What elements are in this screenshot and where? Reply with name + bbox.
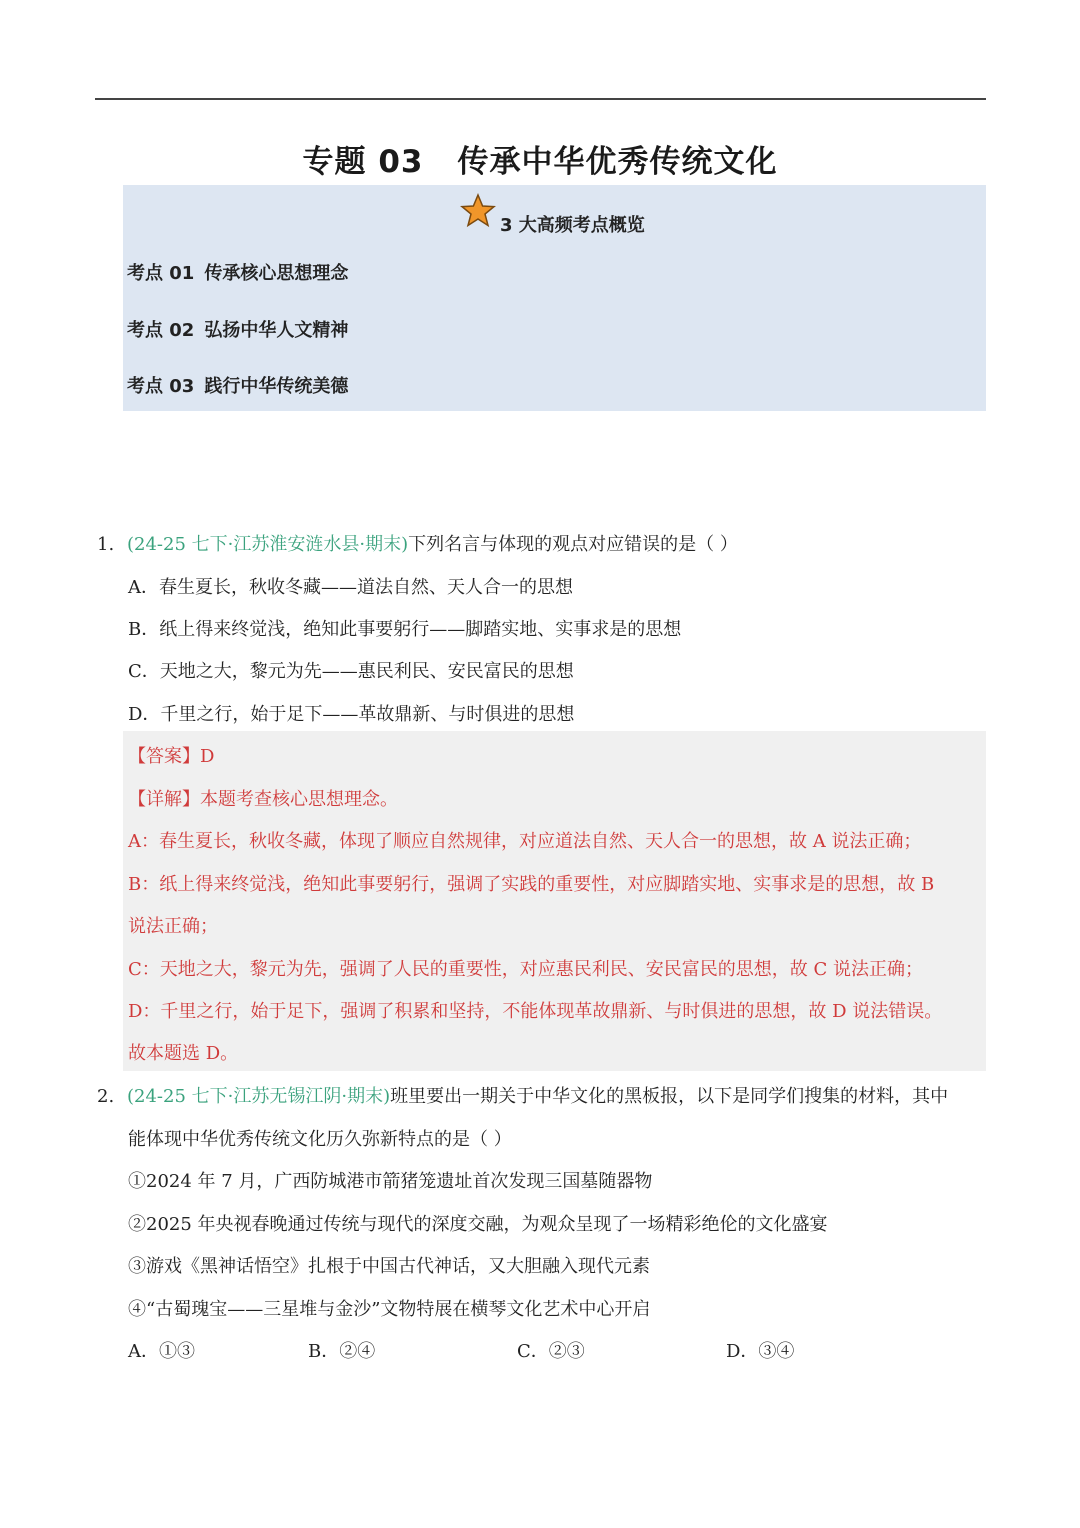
question-2-source: (24-25 七下·江苏无锡江阴·期末) — [127, 1086, 391, 1107]
question-2-item-3: ③游戏《黑神话悟空》扎根于中国古代神话，又大胆融入现代元素 — [128, 1256, 650, 1277]
title-number: 专题 03 — [302, 144, 424, 180]
question-2-item-1: ①2024 年 7 月，广西防城港市箭猪笼遗址首次发现三国墓随器物 — [128, 1171, 653, 1192]
question-1-option-d: D．千里之行，始于足下——革故鼎新、与时俱进的思想 — [128, 704, 575, 725]
final-answer: 故本题选 D。 — [128, 1043, 239, 1064]
explanation-b: B：纸上得来终觉浅，绝知此事要躬行，强调了实践的重要性，对应脚踏实地、实事求是的思想，故 B — [128, 874, 935, 895]
overview-item-2: 考点 02 弘扬中华人文精神 — [127, 320, 349, 341]
overview-panel — [123, 185, 986, 411]
overview-item-1: 考点 01 传承核心思想理念 — [127, 263, 349, 284]
page-title — [0, 136, 1080, 181]
question-2-choice-d: D．③④ — [726, 1341, 795, 1362]
question-2-stem-cont: 能体现中华优秀传统文化历久弥新特点的是（ ） — [128, 1129, 512, 1150]
explanation-b-cont: 说法正确； — [128, 916, 218, 937]
question-1-stem: 1. (24-25 七下·江苏淮安涟水县·期末)下列名言与体现的观点对应错误的是（ ） — [97, 534, 738, 555]
question-1-option-b: B．纸上得来终觉浅，绝知此事要躬行——脚踏实地、实事求是的思想 — [128, 619, 682, 640]
question-2-stem: 2. (24-25 七下·江苏无锡江阴·期末)班里要出一期关于中华文化的黑板报，以下是同学们搜集的材料，其中 — [97, 1086, 949, 1107]
question-2-choice-b: B．②④ — [308, 1341, 376, 1362]
explanation-c: C：天地之大，黎元为先，强调了人民的重要性，对应惠民利民、安民富民的思想，故 C 说法正确； — [128, 959, 923, 980]
explanation-d: D：千里之行，始于足下，强调了积累和坚持，不能体现革故鼎新、与时俱进的思想，故 D 说法错误。 — [128, 1001, 943, 1022]
header-rule — [95, 98, 986, 100]
answer-line: 【答案】D — [128, 746, 215, 767]
question-2-choice-c: C．②③ — [517, 1341, 585, 1362]
question-1-source: (24-25 七下·江苏淮安涟水县·期末) — [127, 534, 409, 555]
title-text: 传承中华优秀传统文化 — [457, 144, 778, 180]
overview-item-3: 考点 03 践行中华传统美德 — [127, 376, 349, 397]
question-2-choice-a: A．①③ — [128, 1341, 195, 1362]
explanation-a: A：春生夏长，秋收冬藏，体现了顺应自然规律，对应道法自然、天人合一的思想，故 A 说法正确； — [128, 831, 922, 852]
question-2-item-4: ④“古蜀瑰宝——三星堆与金沙”文物特展在横琴文化艺术中心开启 — [128, 1299, 651, 1320]
star-icon — [460, 193, 496, 229]
question-1-option-a: A．春生夏长，秋收冬藏——道法自然、天人合一的思想 — [128, 577, 573, 598]
question-2-item-2: ②2025 年央视春晚通过传统与现代的深度交融，为观众呈现了一场精彩绝伦的文化盛宴 — [128, 1214, 828, 1235]
detail-line: 【详解】本题考查核心思想理念。 — [128, 789, 398, 810]
question-1-option-c: C．天地之大，黎元为先——惠民利民、安民富民的思想 — [128, 661, 574, 682]
overview-heading-text: 3 大高频考点概览 — [500, 215, 645, 236]
